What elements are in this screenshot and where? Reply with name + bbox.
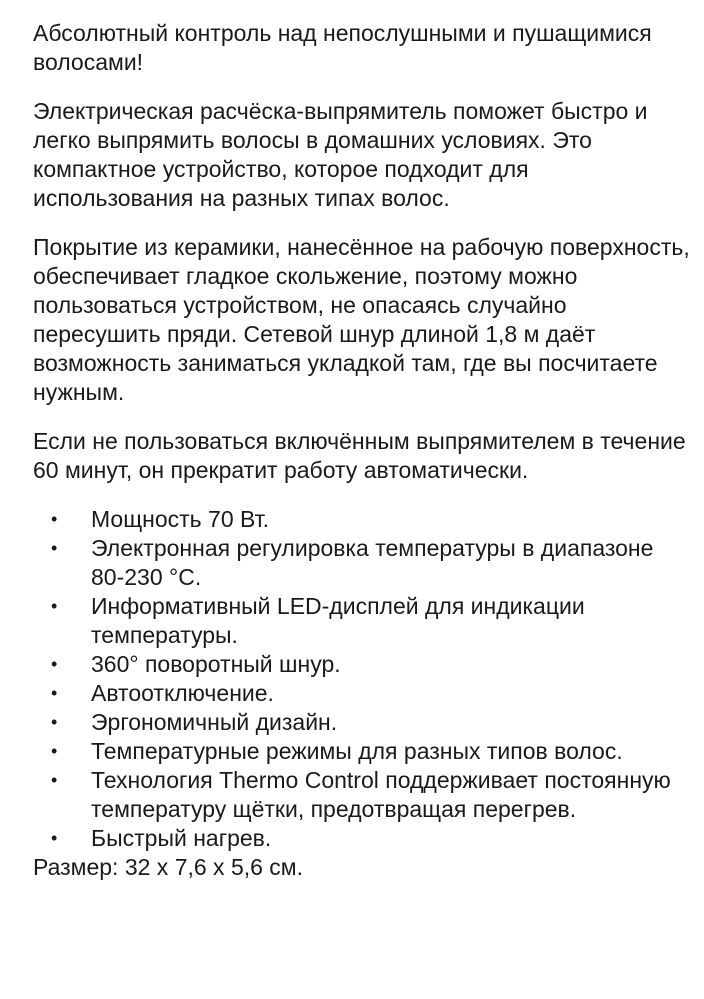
feature-text: Эргономичный дизайн.	[91, 709, 338, 735]
list-item	[33, 737, 693, 766]
bullet-icon: •	[51, 683, 58, 703]
list-item	[33, 592, 693, 650]
description-paragraph-1: Электрическая расчёска-выпрямитель поможет быстро и легко выпрямить волосы в домашних условиях. Это компактное устройство, которое подходит для использования на разных типах волос.	[33, 98, 648, 211]
feature-list	[33, 505, 693, 853]
feature-text: Мощность 70 Вт.	[91, 506, 269, 532]
feature-text: 360° поворотный шнур.	[91, 651, 341, 677]
list-item	[33, 679, 693, 708]
bullet-icon: •	[51, 712, 58, 732]
list-item	[33, 824, 693, 853]
list-item	[33, 505, 693, 534]
bullet-icon: •	[51, 654, 58, 674]
feature-text: Температурные режимы для разных типов волос.	[91, 738, 623, 764]
feature-text: Информативный LED-дисплей для индикации температуры.	[91, 593, 585, 648]
feature-text: Автоотключение.	[91, 680, 274, 706]
bullet-icon: •	[51, 828, 58, 848]
list-item	[33, 708, 693, 737]
list-item	[33, 650, 693, 679]
feature-text: Технология Thermo Control поддерживает постоянную температуру щётки, предотвращая перегрев.	[91, 767, 671, 822]
list-item	[33, 766, 693, 824]
bullet-icon: •	[51, 538, 58, 558]
feature-text: Быстрый нагрев.	[91, 825, 272, 851]
bullet-icon: •	[51, 741, 58, 761]
bullet-icon: •	[51, 596, 58, 616]
intro-headline: Абсолютный контроль над непослушными и пушащимися волосами!	[33, 20, 652, 75]
bullet-icon: •	[51, 509, 58, 529]
bullet-icon: •	[51, 770, 58, 790]
list-item	[33, 534, 693, 592]
description-paragraph-3: Если не пользоваться включённым выпрямителем в течение 60 минут, он прекратит работу автоматически.	[33, 428, 686, 483]
description-paragraph-2: Покрытие из керамики, нанесённое на рабочую поверхность, обеспечивает гладкое скольжение, поэтому можно пользоваться устройством, не опасаясь случайно пересушить пряди. Сетевой шнур длиной 1,8 м даёт возможность заниматься укладкой там, где вы посчитаете нужным.	[33, 234, 690, 405]
product-description	[33, 19, 693, 882]
feature-text: Электронная регулировка температуры в диапазоне 80-230 °С.	[91, 535, 654, 590]
product-size: Размер: 32 х 7,6 х 5,6 см.	[33, 854, 304, 880]
